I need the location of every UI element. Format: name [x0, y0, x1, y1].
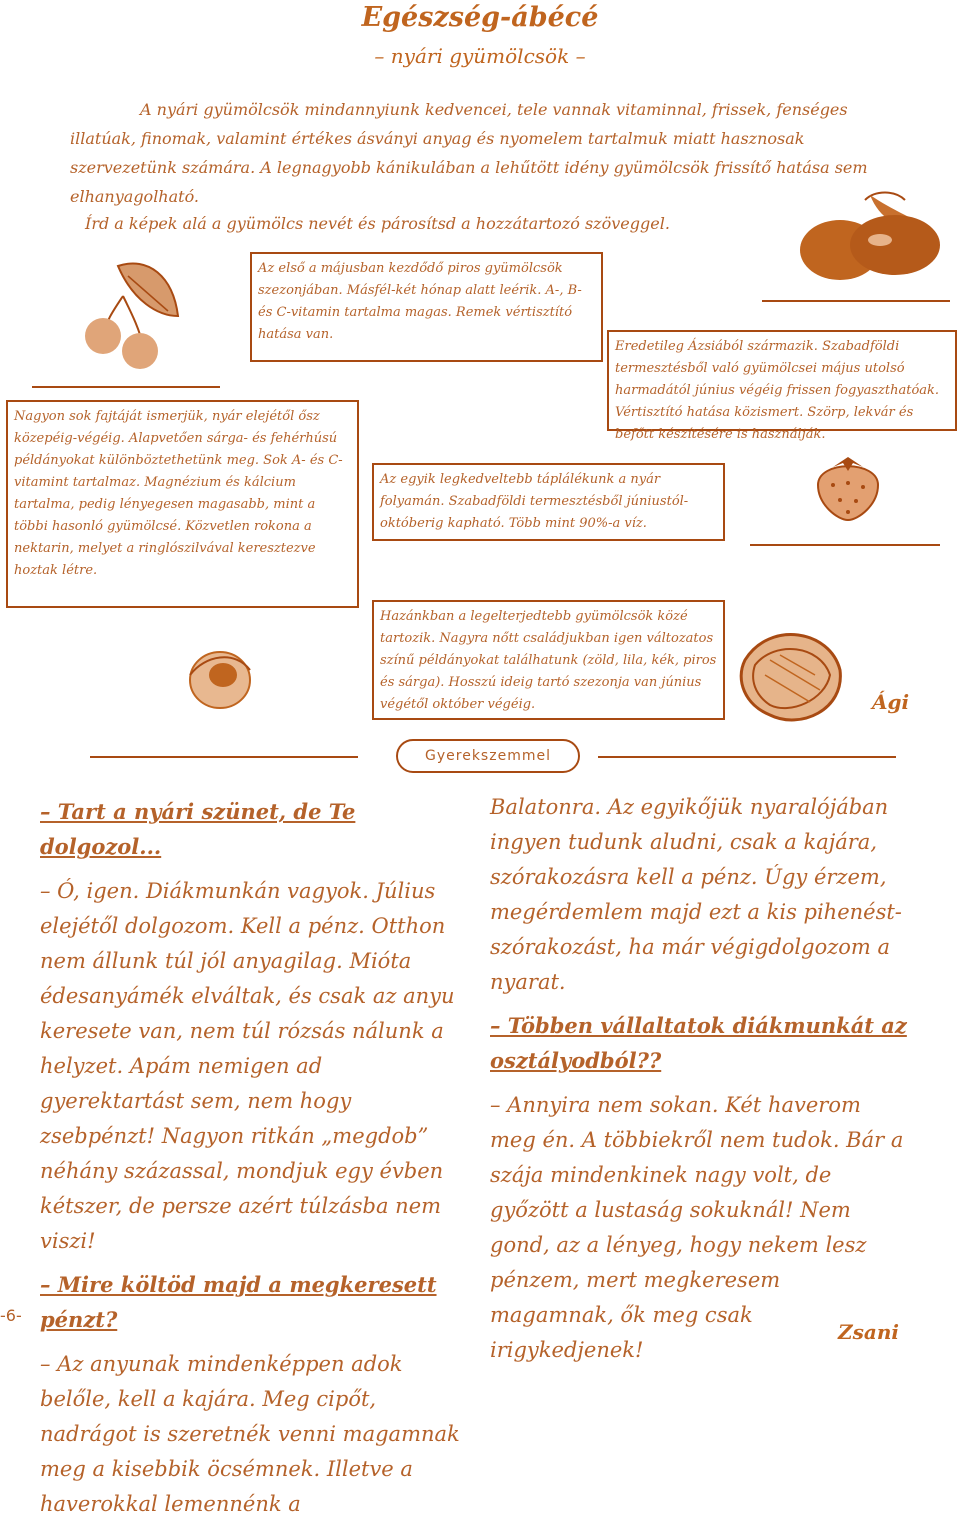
intro-text: A nyári gyümölcsök mindannyiunk kedvencei, tele vannak vitaminnal, frissek, fenséges illatúak, finomak, valamint értékes ásványi anyag és nyomelem tartalmuk miatt hasznosak szervezetünk számára. A legnagyobb kánikulában a lehűtött idény gyümölcsök frissítő hatása sem elhanyagolható.	[70, 100, 868, 206]
answer-line-apricot[interactable]	[762, 300, 950, 302]
cherry-text-box	[250, 252, 603, 362]
cherry-text: Az első a májusban kezdődő piros gyümölcsök szezonjában. Másfél-két hónap alatt leérik. A-, B- és C-vitamin tartalma magas. Remek vértisztító hatása van.	[258, 261, 582, 342]
interview-question: – Tart a nyári szünet, de Te dolgozol...	[40, 799, 356, 859]
strawberry-text: Az egyik legkedveltebb táplálékunk a nyár folyamán. Szabadföldi termesztésből júniustól-októberig kapható. Több mint 90%-a víz.	[380, 472, 689, 531]
strawberry-text-box	[372, 463, 725, 541]
interview-question: – Mire költöd majd a megkeresett pénzt?	[40, 1272, 437, 1332]
interview-answer: – Annyira nem sokan. Két haverom meg én. A többiekről nem tudok. Bár a szája mindenkinek nagy volt, de győzött a lustaság sokuknál! Nem gond, az a lényeg, hogy nekem lesz pénzem, mert megkeresem magamnak, ők meg csak irigykedjenek!	[490, 1093, 904, 1362]
answer-line-strawberry[interactable]	[750, 544, 940, 546]
strawberry-illustration	[808, 455, 888, 525]
page-title: Egészség-ábécé	[361, 2, 599, 33]
melon-text-box	[372, 600, 725, 720]
section-rule-right	[598, 756, 896, 758]
interview-question: – Többen vállaltatok diákmunkát az osztályodból??	[490, 1013, 907, 1073]
section-rule-left	[90, 756, 358, 758]
interview-answer: Balatonra. Az egyikőjük nyaralójában ingyen tudunk aludni, csak a kajára, szórakozásra kell a pénz. Úgy érzem, megérdemlem majd ezt a kis pihenést-szórakozást, ha már végigdolgozom a nyarat.	[490, 795, 902, 994]
melon-text: Hazánkban a legelterjedtebb gyümölcsök közé tartozik. Nagyra nőtt családjukban igen változatos színű példányokat találhatunk (zöld, lila, kék, piros és sárga). Hosszú ideig tartó szezonja van június végétől október végéig.	[380, 609, 717, 712]
interview-right-column	[490, 790, 910, 1376]
apricot-text: Eredetileg Ázsiából származik. Szabadföldi termesztésből való gyümölcsei május utolsó harmadától június végéig frissen fogyaszthatóak. Vértisztító hatása közismert. Szörp, lekvár és befőtt készítésére is használják.	[615, 339, 940, 442]
interview-left-column	[40, 788, 462, 1530]
apricot-text-box	[607, 330, 957, 442]
author-signature-bottom: Zsani	[838, 1320, 899, 1344]
author-signature-top: Ági	[872, 690, 910, 714]
section-heading: Gyerekszemmel	[396, 739, 580, 773]
intro-paragraph	[70, 95, 885, 211]
instruction-text: Írd a képek alá a gyümölcs nevét és párosítsd a hozzátartozó szöveggel.	[85, 214, 670, 233]
cherry-illustration	[78, 256, 188, 376]
peach-text: Nagyon sok fajtáját ismerjük, nyár elejétől ősz közepéig-végéig. Alapvetően sárga- és fehérhúsú példányokat különböztethetünk meg. Sok A- és C-vitamint tartalmaz. Magnézium és kálcium tartalma, pedig lényegesen magasabb, mint a többi hasonló gyümölcsé. Közvetlen rokona a nektarin, melyet a ringlószilvával keresztezve hoztak létre.	[14, 409, 343, 578]
peach-illustration	[185, 640, 255, 710]
page-number: -6-	[0, 1306, 22, 1325]
melon-illustration	[730, 620, 850, 730]
interview-answer: – Ó, igen. Diákmunkán vagyok. Július elejétől dolgozom. Kell a pénz. Otthon nem állunk túl jól anyagilag. Mióta édesanyámék elváltak, és csak az anyu keresete van, nem túl rózsás nálunk a helyzet. Apám nemigen ad gyerektartást sem, nem hogy zsebpénzt! Nagyon ritkán „megdob” néhány százassal, mondjuk egy évben kétszer, de persze azért túlzásba nem viszi!	[40, 879, 455, 1253]
apricot-illustration	[795, 190, 945, 290]
interview-answer: – Az anyunak mindenképpen adok belőle, kell a kajára. Meg cipőt, nadrágot is szeretnék venni magamnak meg a kisebbik öcsémnek. Illetve a haverokkal lemennénk a	[40, 1352, 460, 1516]
page-subtitle: – nyári gyümölcsök –	[374, 44, 586, 68]
answer-line-cherry[interactable]	[32, 386, 220, 388]
peach-text-box	[6, 400, 359, 608]
